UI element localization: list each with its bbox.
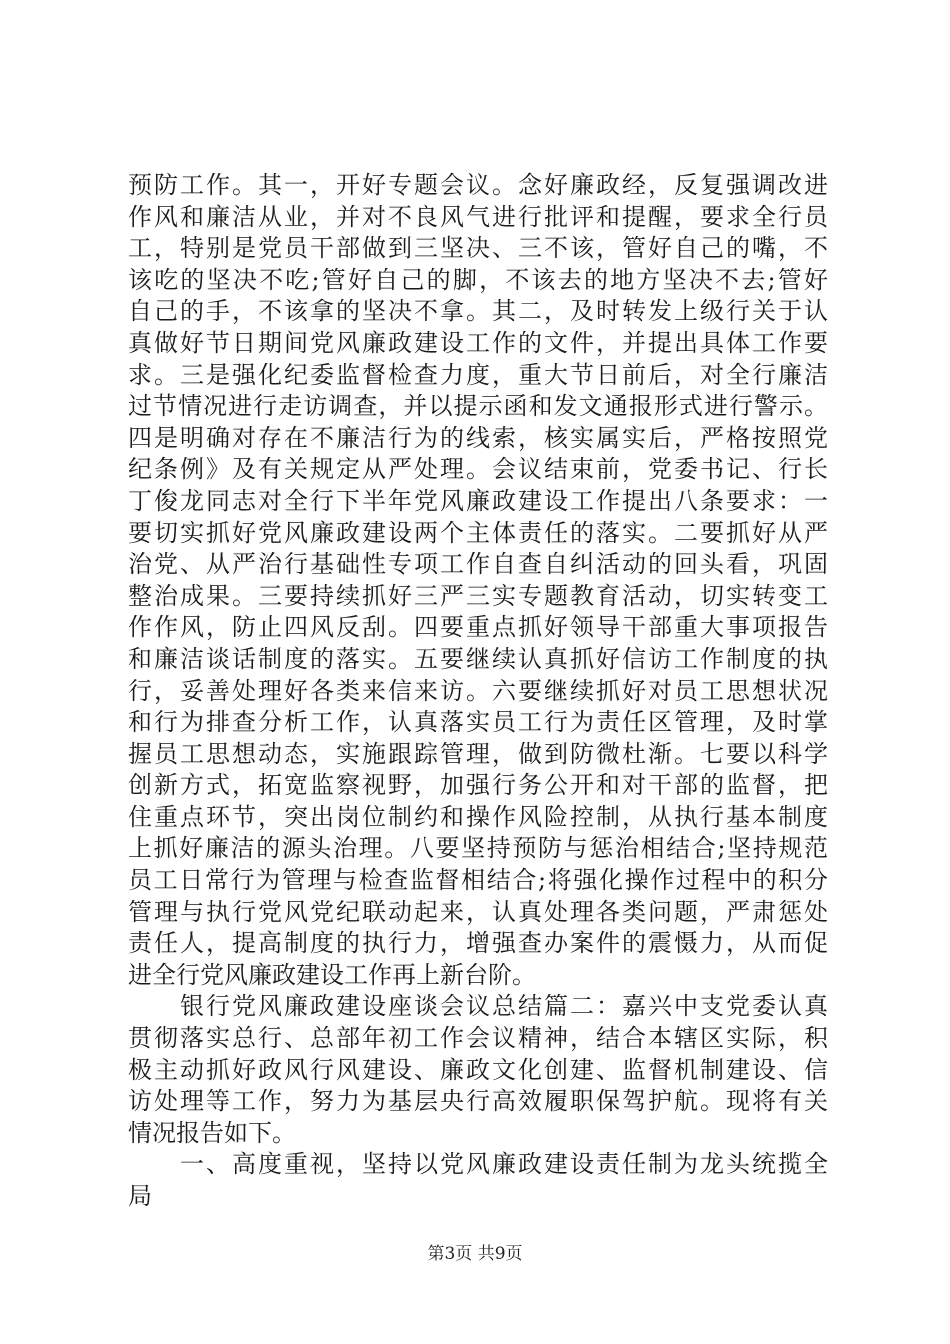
text-line: 工，特别是党员干部做到三坚决、三不该，管好自己的嘴，不 [128,234,828,263]
text-line: 极主动抓好政风行风建设、廉政文化创建、监督机制建设、信 [128,1055,828,1084]
text-line: 管理与执行党风党纪联动起来，认真处理各类问题，严肃惩处 [128,897,828,926]
text-line: 四是明确对存在不廉洁行为的线索，核实属实后，严格按照党 [128,423,828,452]
text-line: 行，妥善处理好各类来信来访。六要继续抓好对员工思想状况 [128,676,828,705]
text-line: 要切实抓好党风廉政建设两个主体责任的落实。二要抓好从严 [128,518,828,547]
text-line: 情况报告如下。 [128,1118,296,1147]
text-line: 员工日常行为管理与检查监督相结合;将强化操作过程中的积分 [128,866,828,895]
text-line: 作风和廉洁从业，并对不良风气进行批评和提醒，要求全行员 [128,202,828,231]
text-line: 创新方式，拓宽监察视野，加强行务公开和对干部的监督，把 [128,771,828,800]
text-line: 进全行党风廉政建设工作再上新台阶。 [128,960,536,989]
body-text [128,170,828,1213]
text-line: 上抓好廉洁的源头治理。八要坚持预防与惩治相结合;坚持规范 [128,834,828,863]
text-line: 纪条例》及有关规定从严处理。会议结束前，党委书记、行长 [128,455,828,484]
text-line: 丁俊龙同志对全行下半年党风廉政建设工作提出八条要求：一 [128,486,828,515]
text-line: 贯彻落实总行、总部年初工作会议精神，结合本辖区实际，积 [128,1024,828,1053]
text-line: 该吃的坚决不吃;管好自己的脚，不该去的地方坚决不去;管好 [128,265,828,294]
text-line: 和行为排查分析工作，认真落实员工行为责任区管理，及时掌 [128,708,828,737]
text-line: 整治成果。三要持续抓好三严三实专题教育活动，切实转变工 [128,581,828,610]
text-line: 局 [128,1182,152,1210]
text-line: 真做好节日期间党风廉政建设工作的文件，并提出具体工作要 [128,328,828,357]
text-line: 作作风，防止四风反刮。四要重点抓好领导干部重大事项报告 [128,613,828,642]
text-line: 一、高度重视，坚持以党风廉政建设责任制为龙头统揽全 [128,1150,828,1179]
text-line: 责任人，提高制度的执行力，增强查办案件的震慑力，从而促 [128,929,828,958]
text-line: 自己的手，不该拿的坚决不拿。其二，及时转发上级行关于认 [128,297,828,326]
text-line: 访处理等工作，努力为基层央行高效履职保驾护航。现将有关 [128,1087,828,1116]
text-line: 求。三是强化纪委监督检查力度，重大节日前后，对全行廉洁 [128,360,828,389]
text-line: 银行党风廉政建设座谈会议总结篇二：嘉兴中支党委认真 [128,992,828,1021]
text-line: 和廉洁谈话制度的落实。五要继续认真抓好信访工作制度的执 [128,644,828,673]
text-line: 握员工思想动态，实施跟踪管理，做到防微杜渐。七要以科学 [128,739,828,768]
text-line: 住重点环节，突出岗位制约和操作风险控制，从执行基本制度 [128,802,828,831]
text-line: 预防工作。其一，开好专题会议。念好廉政经，反复强调改进 [128,171,828,199]
text-line: 过节情况进行走访调查，并以提示函和发文通报形式进行警示。 [128,392,828,421]
page-footer: 第3页 共9页 [427,1244,523,1264]
text-line: 治党、从严治行基础性专项工作自查自纠活动的回头看，巩固 [128,550,828,579]
